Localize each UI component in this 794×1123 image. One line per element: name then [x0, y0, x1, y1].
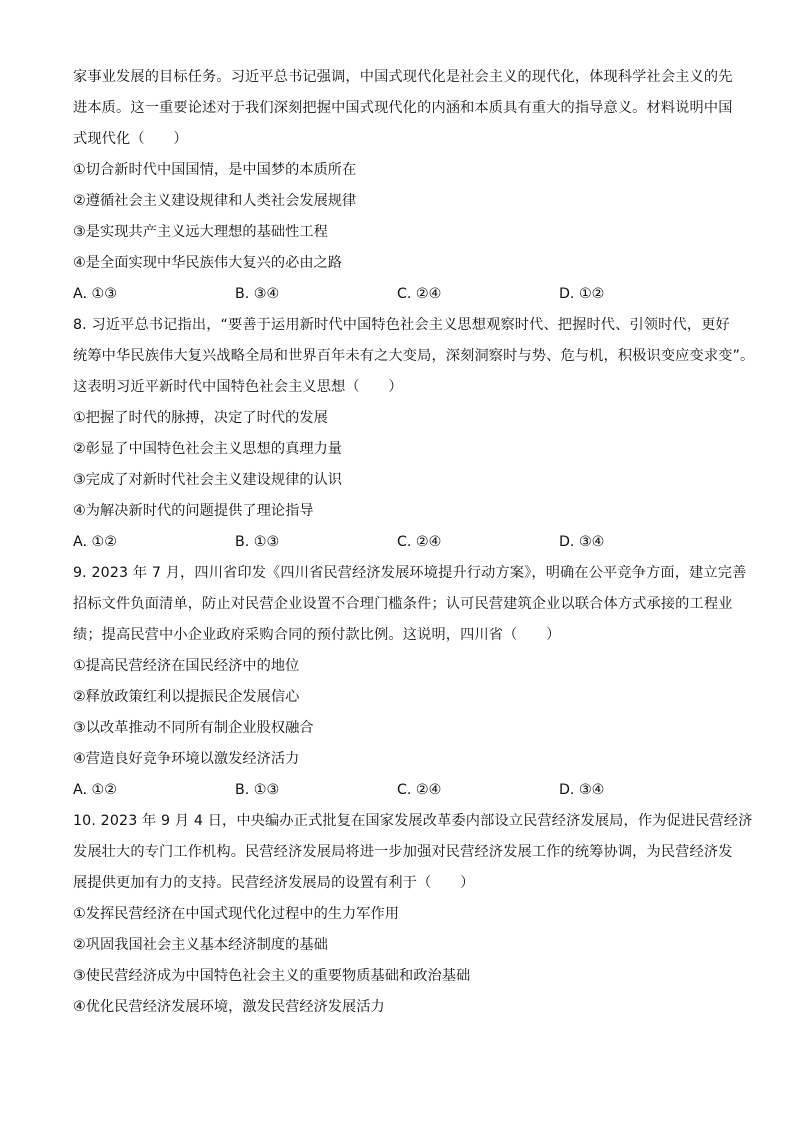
statement-item: ①提高民营经济在国民经济中的地位 [73, 658, 300, 674]
answer-options [73, 775, 733, 806]
stem-line: 展提供更加有力的支持。民营经济发展局的设置有利于（ ） [73, 875, 475, 891]
statement-item: ④优化民营经济发展环境，激发民营经济发展活力 [73, 999, 385, 1015]
stem-line: 统筹中华民族伟大复兴战略全局和世界百年未有之大变局，深刻洞察时与势、危与机，积极识变应变求变”。 [73, 348, 755, 364]
stem-line: 式现代化（ ） [73, 131, 188, 147]
question-9-stem [73, 558, 747, 651]
question-10 [73, 806, 753, 1023]
option-c[interactable]: C. ②④ [397, 286, 442, 302]
option-d[interactable]: D. ③④ [559, 534, 605, 550]
stem-line: 8. 习近平总书记指出，“要善于运用新时代中国特色社会主义思想观察时代、把握时代、引领时代，更好 [73, 317, 730, 333]
answer-options [73, 279, 733, 310]
option-a[interactable]: A. ①③ [73, 286, 117, 302]
question-9 [73, 558, 747, 806]
stem-line: 进本质。这一重要论述对于我们深刻把握中国式现代化的内涵和本质具有重大的指导意义。材料说明中国 [73, 100, 733, 116]
stem-line: 这表明习近平新时代中国特色社会主义思想（ ） [73, 379, 403, 395]
statement-item: ③使民营经济成为中国特色社会主义的重要物质基础和政治基础 [73, 968, 471, 984]
statement-item: ①切合新时代中国国情，是中国梦的本质所在 [73, 162, 357, 178]
statement-item: ①把握了时代的脉搏，决定了时代的发展 [73, 410, 328, 426]
statement-item: ③以改革推动不同所有制企业股权融合 [73, 720, 314, 736]
stem-line: 9. 2023 年 7 月，四川省印发《四川省民营经济发展环境提升行动方案》，明确在公平竞争方面，建立完善 [73, 565, 747, 581]
option-b[interactable]: B. ①③ [235, 534, 280, 550]
statement-item: ②释放政策红利以提振民企发展信心 [73, 689, 300, 705]
option-c[interactable]: C. ②④ [397, 534, 442, 550]
stem-line: 10. 2023 年 9 月 4 日，中央编办正式批复在国家发展改革委内部设立民营经济发展局，作为促进民营经济 [73, 813, 753, 829]
option-a[interactable]: A. ①② [73, 782, 117, 798]
statement-item: ③完成了对新时代社会主义建设规律的认识 [73, 472, 343, 488]
question-7 [73, 62, 733, 310]
option-d[interactable]: D. ③④ [559, 782, 605, 798]
question-7-stem [73, 62, 733, 155]
stem-line: 绩；提高民营中小企业政府采购合同的预付款比例。这说明，四川省（ ） [73, 627, 561, 643]
statement-item: ③是实现共产主义远大理想的基础性工程 [73, 224, 328, 240]
stem-line: 招标文件负面清单，防止对民营企业设置不合理门槛条件；认可民营建筑企业以联合体方式承接的工程业 [73, 596, 733, 612]
stem-line: 家事业发展的目标任务。习近平总书记强调，中国式现代化是社会主义的现代化，体现科学社会主义的先 [73, 69, 733, 85]
option-c[interactable]: C. ②④ [397, 782, 442, 798]
statement-item: ②遵循社会主义建设规律和人类社会发展规律 [73, 193, 357, 209]
exam-page [73, 62, 755, 1023]
option-a[interactable]: A. ①② [73, 534, 117, 550]
statement-item: ②巩固我国社会主义基本经济制度的基础 [73, 937, 328, 953]
option-d[interactable]: D. ①② [559, 286, 605, 302]
statement-item: ④营造良好竞争环境以激发经济活力 [73, 751, 300, 767]
question-8-stem [73, 310, 755, 403]
stem-line: 发展壮大的专门工作机构。民营经济发展局将进一步加强对民营经济发展工作的统筹协调，为民营经济发 [73, 844, 733, 860]
answer-options [73, 527, 733, 558]
question-10-stem [73, 806, 753, 899]
statement-item: ④为解决新时代的问题提供了理论指导 [73, 503, 314, 519]
question-8 [73, 310, 755, 558]
option-b[interactable]: B. ①③ [235, 782, 280, 798]
statement-item: ①发挥民营经济在中国式现代化过程中的生力军作用 [73, 906, 399, 922]
option-b[interactable]: B. ③④ [235, 286, 280, 302]
statement-item: ④是全面实现中华民族伟大复兴的必由之路 [73, 255, 343, 271]
statement-item: ②彰显了中国特色社会主义思想的真理力量 [73, 441, 343, 457]
